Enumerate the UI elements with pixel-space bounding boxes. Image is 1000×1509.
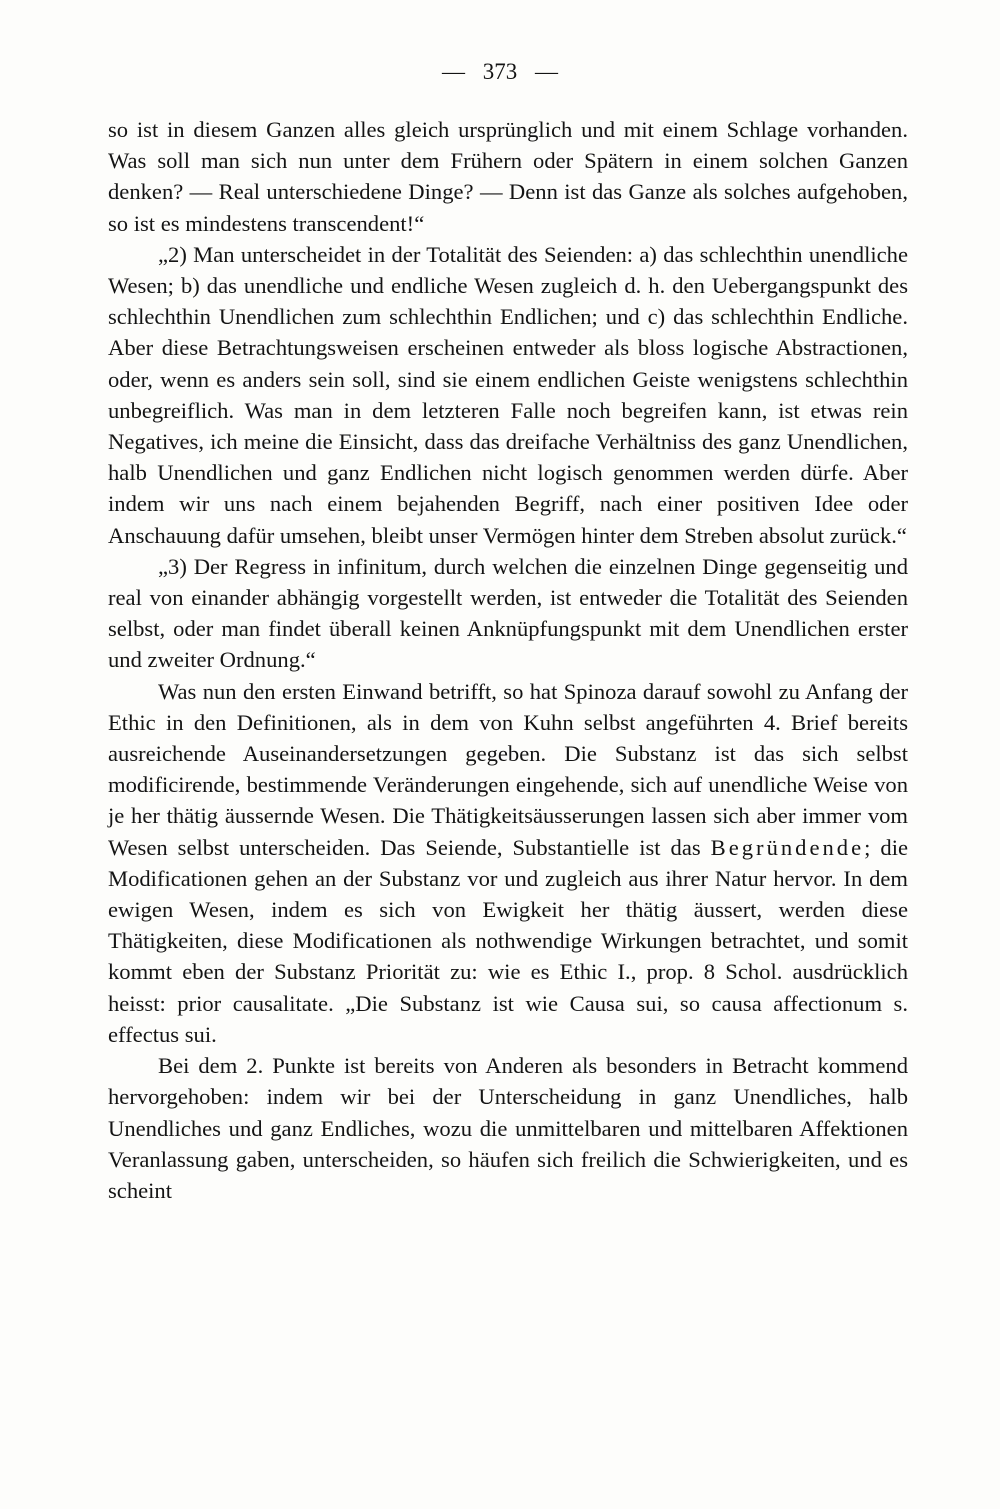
paragraph-second-point: Bei dem 2. Punkte ist bereits von Anderen als besonders in Betracht kommend hervorgehoben: indem wir bei der Unterscheidung in ganz Unendliches, halb Unendliches und ganz Endliches, wozu die unmittelbaren und mittelbaren Affektionen Veranlassung gaben, unterscheiden, so häufen sich freilich die Schwierigkeiten, und es scheint [108,1053,908,1203]
paragraph-first-objection-reply [108,676,908,1050]
paragraph-text: ; die Modificationen gehen an der Substanz vor und zugleich aus ihrer Natur hervor. In dem ewigen Wesen, indem es sich von Ewigkeit her thätig äussert, werden diese Thätigkeiten, diese Modificationen als nothwendige Wirkungen betrachtet, und somit kommt eben der Substanz Priorität zu: wie es Ethic I., prop. 8 Schol. ausdrücklich heisst: prior causalitate. „Die Substanz ist wie Causa sui, so causa affectionum s. effectus sui. [108,834,908,1047]
header-dash-right: — [535,59,558,84]
paragraph-continued: so ist in diesem Ganzen alles gleich ursprünglich und mit einem Schlage vorhanden. Was soll man sich nun unter dem Frühern oder Spätern in einem solchen Ganzen denken? — Real unterschiedene Dinge? — Denn ist das Ganze als solches aufgehoben, so ist es mindestens transcendent!“ [108,117,908,236]
emphasized-term: Begründende [710,834,865,860]
header-dash-left: — [442,59,465,84]
page-number: 373 [482,59,518,84]
page-header [0,52,1000,92]
paragraph-objection-3: „3) Der Regress in infinitum, durch welchen die einzelnen Dinge gegenseitig und real von einander abhängig vorgestellt werden, ist entweder die Totalität des Seienden selbst, oder man findet überall keinen Anknüpfungspunkt mit dem Unendlichen erster und zweiter Ordnung.“ [108,553,908,673]
paragraph-objection-2: „2) Man unterscheidet in der Totalität des Seienden: a) das schlechthin unendliche Wesen; b) das unendliche und endliche Wesen zugleich d. h. den Uebergangspunkt des schlechthin Unendlichen zum schlechthin Endlichen; und c) das schlechthin Endliche. Aber diese Betrachtungsweisen erscheinen entweder als bloss logische Abstractionen, oder, wenn es anders sein soll, sind sie einem endlichen Geiste wenigstens schlechthin unbegreiflich. Was man in dem letzteren Falle noch begreifen kann, ist etwas rein Negatives, ich meine die Einsicht, dass das dreifache Verhältniss des ganz Unendlichen, halb Unendlichen und ganz Endlichen nicht logisch genommen werden dürfe. Aber indem wir uns nach einem bejahenden Begriff, nach einer positiven Idee oder Anschauung dafür umsehen, bleibt unser Vermögen hinter dem Streben absolut zurück.“ [108,241,908,548]
paragraph-text: Was nun den ersten Einwand betrifft, so hat Spinoza darauf sowohl zu Anfang der Ethic in den Definitionen, als in dem von Kuhn selbst angeführten 4. Brief bereits ausreichende Auseinandersetzungen gegeben. Die Substanz ist das sich selbst modificirende, bestimmende Veränderungen eingehende, sich auf unendliche Weise von je her thätig äussernde Wesen. Die Thätigkeitsäusserungen lassen sich aber immer vom Wesen selbst unterscheiden. Das Seiende, Substantielle ist das [108,678,908,860]
body-text [108,114,908,1206]
